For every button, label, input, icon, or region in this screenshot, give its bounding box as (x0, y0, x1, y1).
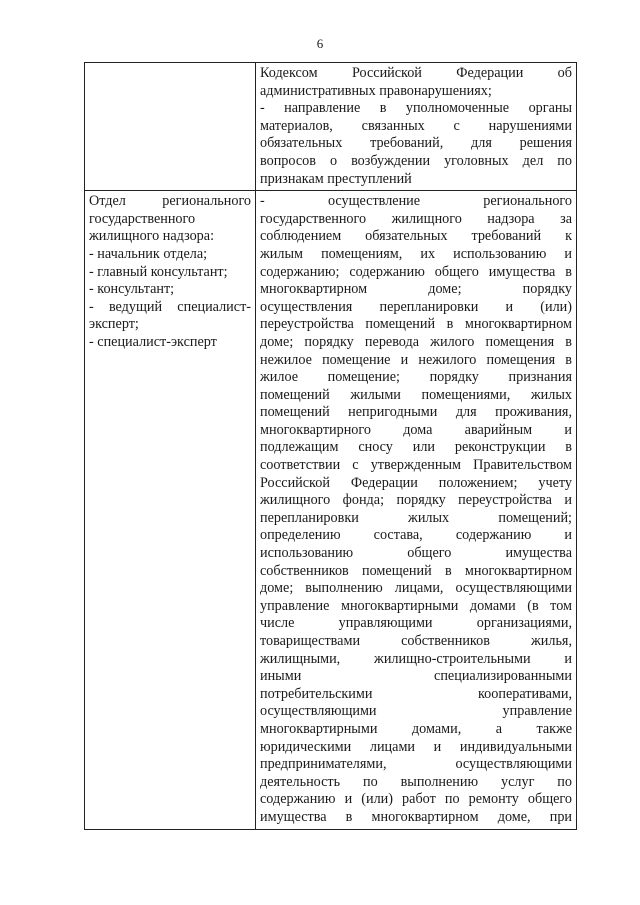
table-row (85, 191, 577, 829)
text-line: потребительскими кооперативами, (260, 685, 572, 702)
text-line: переустройства помещений в многоквартирном (260, 316, 572, 333)
text-line: товариществами собственников жилья, (260, 633, 572, 649)
text-line: жилищными, жилищно-строительными и (260, 650, 572, 667)
table-cell-functions (256, 191, 577, 829)
table-cell-functions (256, 63, 577, 191)
table-row (85, 63, 577, 191)
document-table (84, 62, 577, 830)
text-line: определению состава, содержанию и (260, 527, 572, 544)
text-line: иными специализированными (260, 668, 572, 685)
text-line: вопросов о возбуждении уголовных дел по (260, 152, 572, 169)
text-line: жилое помещение; порядку признания (260, 369, 572, 386)
text-line: Кодексом Российской Федерации об (260, 65, 572, 81)
text-line: содержанию и (или) работ по ремонту общего (260, 791, 572, 808)
text-line: нежилое помещение и нежилого помещения в (260, 351, 572, 368)
text-line: соответствии с утвержденным Правительством (260, 457, 572, 474)
text-line: деятельность по выполнению услуг по (260, 773, 572, 790)
text-line: жилищного фонда; порядку переустройства и (260, 492, 572, 509)
text-line: государственного жилищного надзора за (260, 210, 572, 227)
text-line: - осуществление регионального (260, 193, 572, 210)
text-line: материалов, связанных с нарушениями (260, 117, 572, 134)
staff-position: эксперт; (89, 316, 139, 333)
text-line: соблюдением обязательных требований к (260, 228, 572, 245)
text-line: признакам преступлений (260, 170, 412, 187)
text-line: юридическими лицами и индивидуальными (260, 738, 572, 755)
text-line: собственников помещений в многоквартирном (260, 562, 572, 579)
text-line: - направление в уполномоченные органы (260, 100, 572, 117)
department-name-line: жилищного надзора: (89, 228, 215, 245)
text-line: использованию общего имущества (260, 545, 572, 562)
text-line: доме; выполнению лицами, осуществляющими (260, 580, 572, 597)
text-line: числе управляющими организациями, (260, 615, 572, 632)
text-line: осуществляющими управление (260, 703, 572, 720)
table-cell-department (85, 191, 256, 829)
staff-position: - начальник отдела; (89, 245, 208, 262)
staff-position: - специалист-эксперт (89, 333, 217, 350)
text-line: перепланировки жилых помещений; (260, 509, 572, 526)
text-line: жилым помещениям, их использованию и (260, 245, 572, 262)
text-line: обязательных требований, для решения (260, 135, 572, 152)
text-line: многоквартирном доме; порядку (260, 281, 572, 298)
text-line: имущества в многоквартирном доме, при (260, 808, 572, 825)
text-line: Российской Федерации положением; учету (260, 474, 572, 491)
text-line: многоквартирного дома аварийным и (260, 421, 572, 438)
table-cell-department-empty (85, 63, 256, 191)
text-line: содержанию; содержанию общего имущества в (260, 263, 572, 280)
text-line: осуществления перепланировки и (или) (260, 298, 572, 315)
staff-position: - ведущий специалист- (89, 298, 251, 315)
text-line: предпринимателями, осуществляющими (260, 756, 572, 773)
text-line: административных правонарушениях; (260, 82, 492, 99)
page-number: 6 (316, 36, 324, 51)
department-name-line: государственного (89, 210, 196, 227)
staff-position: - консультант; (89, 281, 175, 298)
staff-position: - главный консультант; (89, 263, 228, 280)
text-line: управление многоквартирными домами (в том (260, 597, 572, 614)
text-line: помещений жилыми помещениями, жилых (260, 386, 572, 403)
text-line: доме; порядку перевода жилого помещения в (260, 333, 572, 350)
text-line: помещений непригодными для проживания, (260, 404, 572, 421)
text-line: подлежащим сносу или реконструкции в (260, 439, 572, 456)
text-line: многоквартирными домами, а также (260, 720, 572, 737)
department-name-line: Отдел регионального (89, 193, 251, 210)
